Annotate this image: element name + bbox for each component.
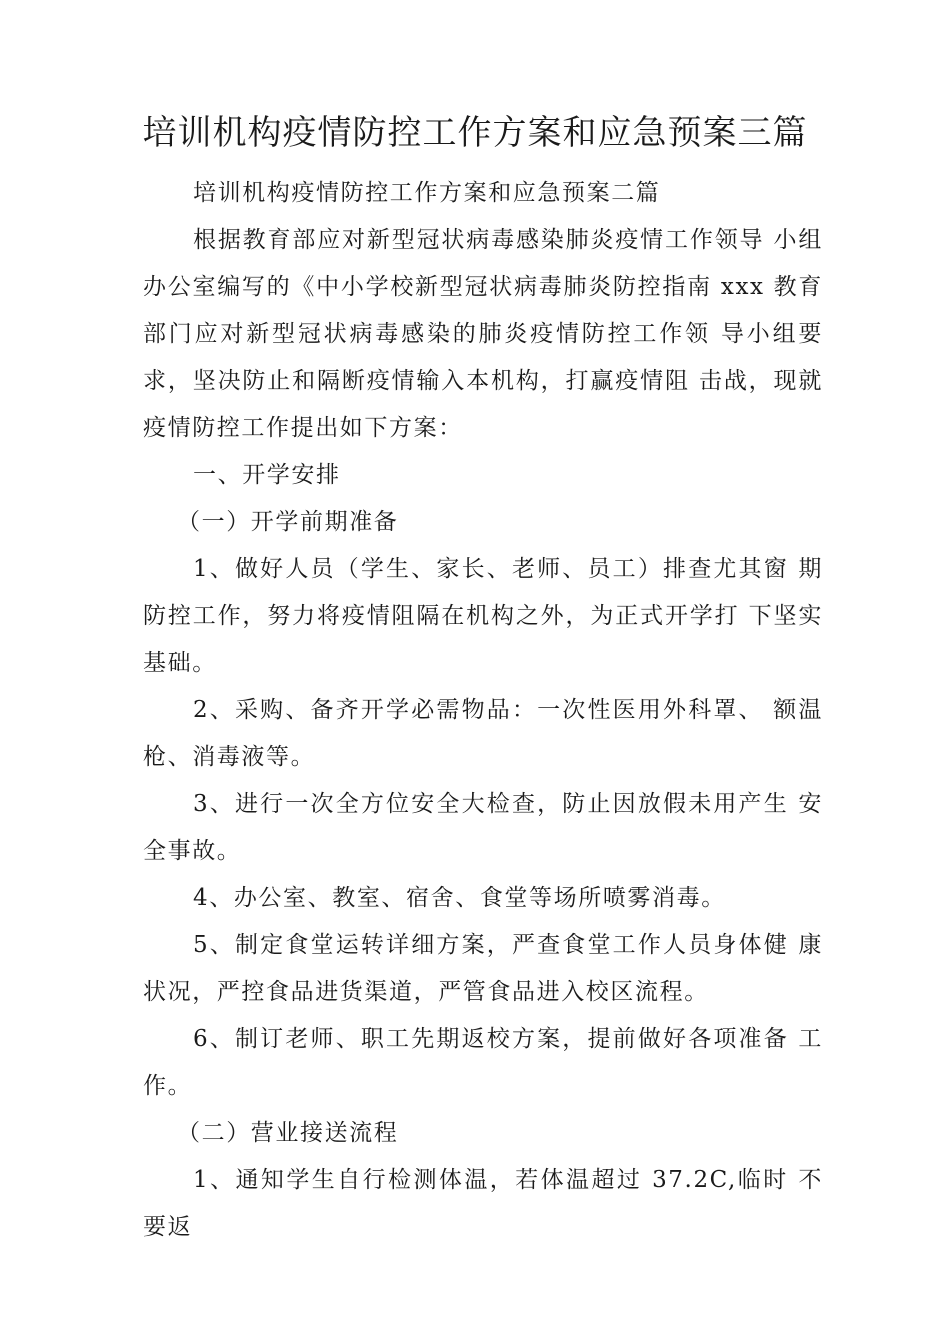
subsection-heading-1: （一）开学前期准备 <box>177 509 399 535</box>
paragraph-item-2: 2、采购、备齐开学必需物品：一次性医用外科罩、 额温枪、消毒液等。 <box>143 697 823 770</box>
paragraph-subtitle: 培训机构疫情防控工作方案和应急预案二篇 <box>193 180 661 206</box>
paragraph-item-6: 6、制订老师、职工先期返校方案，提前做好各项准备 工作。 <box>143 1026 823 1099</box>
paragraph-item-5: 5、制定食堂运转详细方案，严查食堂工作人员身体健 康状况，严控食品进货渠道，严管食品进入校区流程。 <box>143 932 823 1005</box>
paragraph-item-3: 3、进行一次全方位安全大检查，防止因放假未用产生 安全事故。 <box>143 791 823 864</box>
document-title: 培训机构疫情防控工作方案和应急预案三篇 <box>142 113 808 153</box>
paragraph-item-4: 4、办公室、教室、宿舍、食堂等场所喷雾消毒。 <box>193 885 726 911</box>
paragraph-item-7: 1、通知学生自行检测体温，若体温超过 37.2C,临时 不要返 <box>143 1167 823 1240</box>
paragraph-item-1: 1、做好人员（学生、家长、老师、员工）排查尤其窗 期防控工作，努力将疫情阻隔在机构之外，为正式开学打 下坚实基础。 <box>143 556 823 676</box>
document-body <box>143 170 823 1251</box>
paragraph-intro: 根据教育部应对新型冠状病毒感染肺炎疫情工作领导 小组办公室编写的《中小学校新型冠状病毒肺炎防控指南 xxx 教育部门应对新型冠状病毒感染的肺炎疫情防控工作领 导小组要求，坚决防止和隔断疫情输入本机构，打赢疫情阻 击战，现就疫情防控工作提出如下方案： <box>143 227 823 441</box>
subsection-heading-2: （二）营业接送流程 <box>177 1120 399 1146</box>
section-heading-1: 一、开学安排 <box>193 462 341 488</box>
